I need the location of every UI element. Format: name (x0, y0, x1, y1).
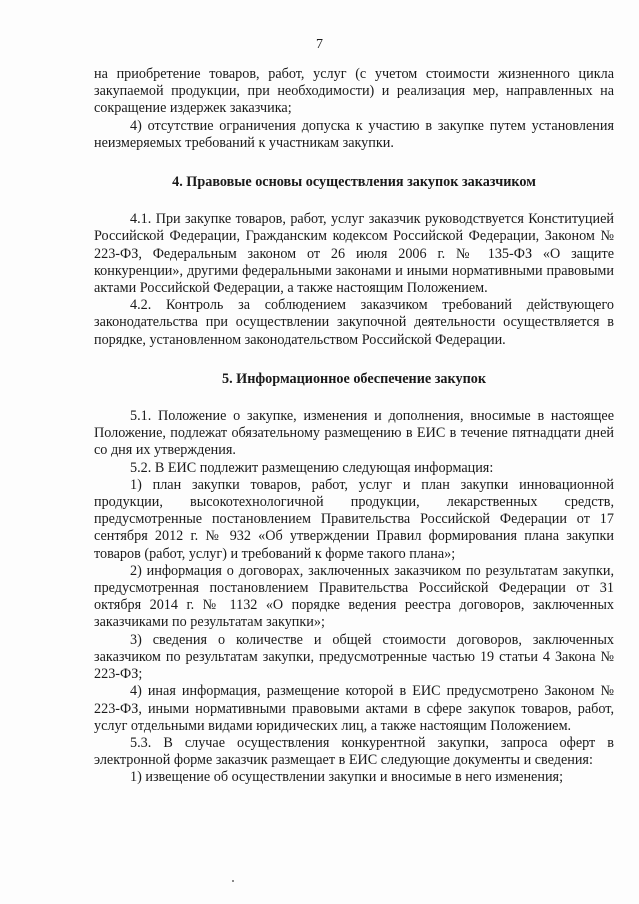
paragraph-5-2: 5.2. В ЕИС подлежит размещению следующая информация: (130, 459, 494, 476)
paragraph-5-3: 5.3. В случае осуществления конкурентной закупки, запроса оферт в электронной форме заказчик размещает в ЕИС следующие документы и сведения: (94, 734, 614, 769)
section-5-heading: 5. Информационное обеспечение закупок (221, 370, 487, 387)
paragraph-5-1: 5.1. Положение о закупке, изменения и дополнения, вносимые в настоящее Положение, подлежат обязательному размещению в ЕИС в течение пятнадцати дней со дня их утверждения. (94, 408, 614, 459)
paragraph-4-2: 4.2. Контроль за соблюдением заказчиком требований действующего законодательства при осуществлении закупочной деятельности осуществляется в порядке, установленном законодательством Российской Федерации. (94, 297, 614, 348)
scan-speck (232, 880, 234, 882)
paragraph-5-2-item-3: 3) сведения о количестве и общей стоимости договоров, заключенных заказчиком по результатам закупки, предусмотренные частью 19 статьи 4 Закона № 223-ФЗ; (94, 631, 614, 683)
paragraph-item-4: 4) отсутствие ограничения допуска к участию в закупке путем установления неизмеряемых требований к участникам закупки. (94, 117, 614, 151)
page-content (94, 66, 614, 787)
paragraph-5-2-item-4: 4) иная информация, размещение которой в ЕИС предусмотрено Законом № 223-ФЗ, иными нормативными правовыми актами в сфере закупок товаров, работ, услуг отдельными видами юридических лиц, а также настоящим Положением. (94, 683, 614, 734)
paragraph-continuation: на приобретение товаров, работ, услуг (с учетом стоимости жизненного цикла закупаемой продукции, при необходимости) и реализация мер, направленных на сокращение издержек заказчика; (94, 66, 614, 117)
page-number: 7 (316, 37, 323, 52)
paragraph-4-1: 4.1. При закупке товаров, работ, услуг заказчик руководствуется Конституцией Российской Федерации, Гражданским кодексом Российской Федерации, Законом № 223-ФЗ, Федеральным законом от 26 июля 2006 г. № 135-ФЗ «О защите конкуренции», другими федеральными законами и иными нормативными правовыми актами Российской Федерации, а также настоящим Положением. (94, 211, 614, 297)
section-4-heading: 4. Правовые основы осуществления закупок заказчиком (172, 174, 536, 191)
paragraph-5-3-item-1: 1) извещение об осуществлении закупки и вносимые в него изменения; (130, 769, 564, 786)
paragraph-5-2-item-2: 2) информация о договорах, заключенных заказчиком по результатам закупки, предусмотренная постановлением Правительства Российской Федерации от 31 октября 2014 г. № 1132 «О порядке ведения реестра договоров, заключенных заказчиками по результатам закупки»; (94, 562, 614, 631)
paragraph-5-2-item-1: 1) план закупки товаров, работ, услуг и план закупки инновационной продукции, высокотехнологичной продукции, лекарственных средств, предусмотренные постановлением Правительства Российской Федерации от 17 сентября 2012 г. № 932 «Об утверждении Правил формирования плана закупки товаров (работ, услуг) и требований к форме такого плана»; (94, 476, 614, 562)
